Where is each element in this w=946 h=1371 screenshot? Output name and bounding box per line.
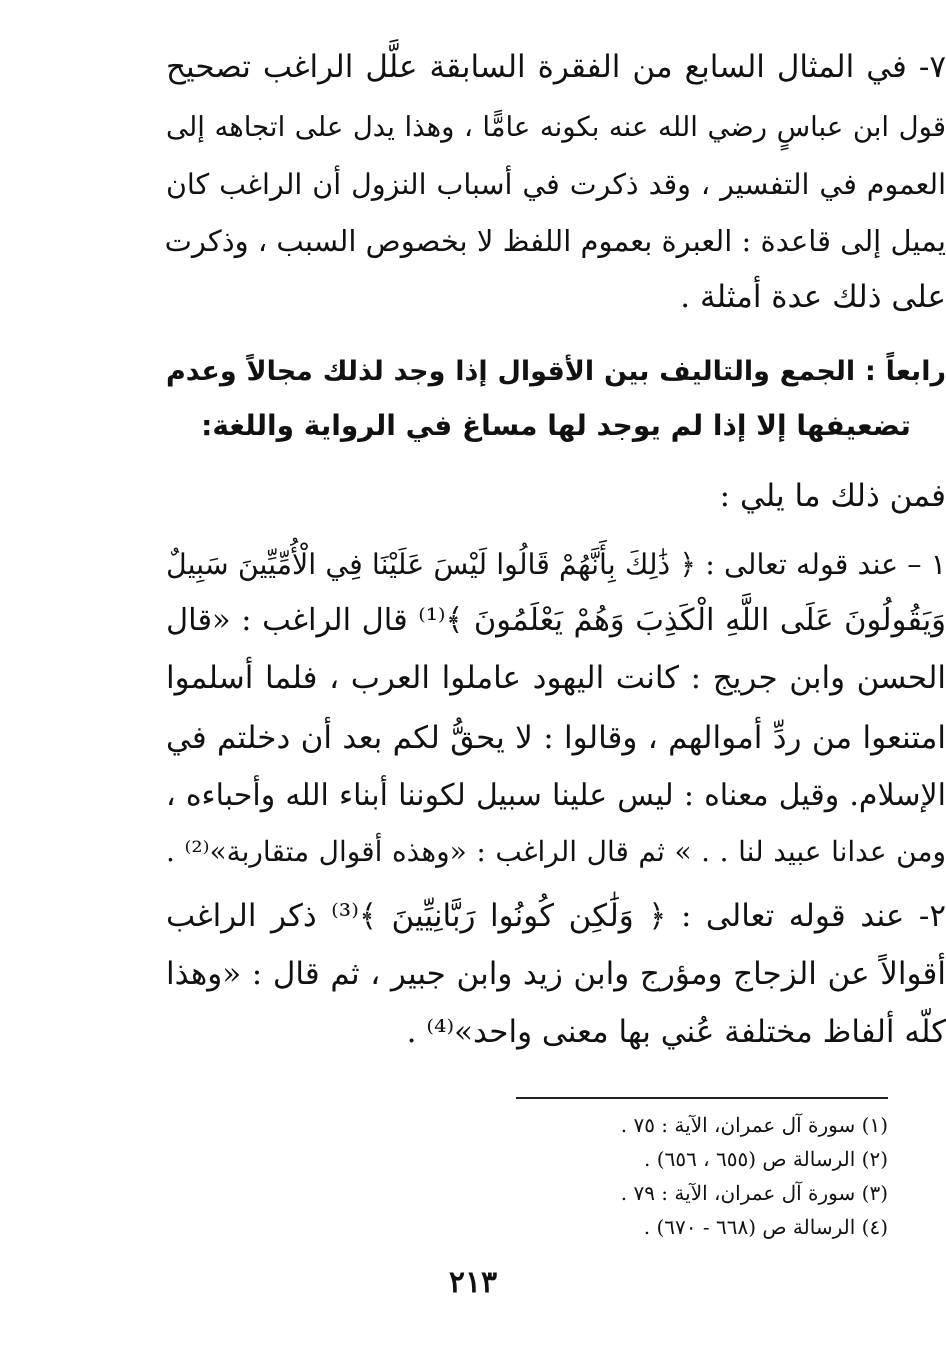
heading-line: رابعاً : الجمع والتاليف بين الأقوال إذا وجد لذلك مجالاً وعدم xyxy=(166,356,946,387)
text-line: وَيَقُولُونَ عَلَى اللَّهِ الْكَذِبَ وَهُمْ يَعْلَمُونَ ﴾⁽¹⁾ قال الراغب : «قال xyxy=(166,603,946,638)
text-line: أقوالاً عن الزجاج ومؤرج وابن زيد وابن جبير ، ثم قال : «وهذا xyxy=(166,956,946,992)
footnote: (٤) الرسالة ص (٦٦٨ - ٦٧٠) . xyxy=(643,1215,888,1239)
text-line: ٧- في المثال السابع من الفقرة السابقة علَّل الراغب تصحيح xyxy=(166,49,946,85)
text-line: كلّه ألفاظ مختلفة عُني بها معنى واحد»⁽⁴⁾ . xyxy=(406,1014,946,1050)
text-line: العموم في التفسير ، وقد ذكرت في أسباب النزول أن الراغب كان xyxy=(166,168,946,201)
intro-line: فمن ذلك ما يلي : xyxy=(719,478,946,514)
footnote-separator xyxy=(516,1097,888,1099)
page-number: ٢١٣ xyxy=(448,1265,498,1300)
heading-line: تضعيفها إلا إذا لم يوجد لها مساغ في الرواية واللغة: xyxy=(201,409,911,442)
footnote: (١) سورة آل عمران، الآية : ٧٥ . xyxy=(620,1113,888,1137)
footnote: (٢) الرسالة ص (٦٥٥ ، ٦٥٦) . xyxy=(644,1147,888,1171)
text-line: ١ – عند قوله تعالى : ﴿ ذَٰلِكَ بِأَنَّهُمْ قَالُوا لَيْسَ عَلَيْنَا فِي الْأُمِّيِّينَ سَبِيلٌ xyxy=(166,548,946,581)
text-line: الإسلام. وقيل معناه : ليس علينا سبيل لكوننا أبناء الله وأحباءه ، xyxy=(166,778,946,813)
text-line: يميل إلى قاعدة : العبرة بعموم اللفظ لا بخصوص السبب ، وذكرت xyxy=(164,224,946,258)
text-line: على ذلك عدة أمثلة . xyxy=(680,279,946,315)
text-line: امتنعوا من ردِّ أموالهم ، وقالوا : لا يحقُّ لكم بعد أن دخلتم في xyxy=(166,720,946,756)
text-line: الحسن وابن جريج : كانت اليهود عاملوا العرب ، فلما أسلموا xyxy=(166,660,946,696)
text-line: قول ابن عباسٍ رضي الله عنه بكونه عامًّا ، وهذا يدل على اتجاهه إلى xyxy=(166,111,946,143)
text-line: ٢- عند قوله تعالى : ﴿ وَلَٰكِن كُونُوا رَبَّانِيِّينَ ﴾⁽³⁾ ذكر الراغب xyxy=(166,898,946,934)
text-line: ومن عدانا عبيد لنا . . » ثم قال الراغب : «وهذه أقوال متقاربة»⁽²⁾ . xyxy=(166,835,946,868)
footnote: (٣) سورة آل عمران، الآية : ٧٩ . xyxy=(620,1181,888,1205)
